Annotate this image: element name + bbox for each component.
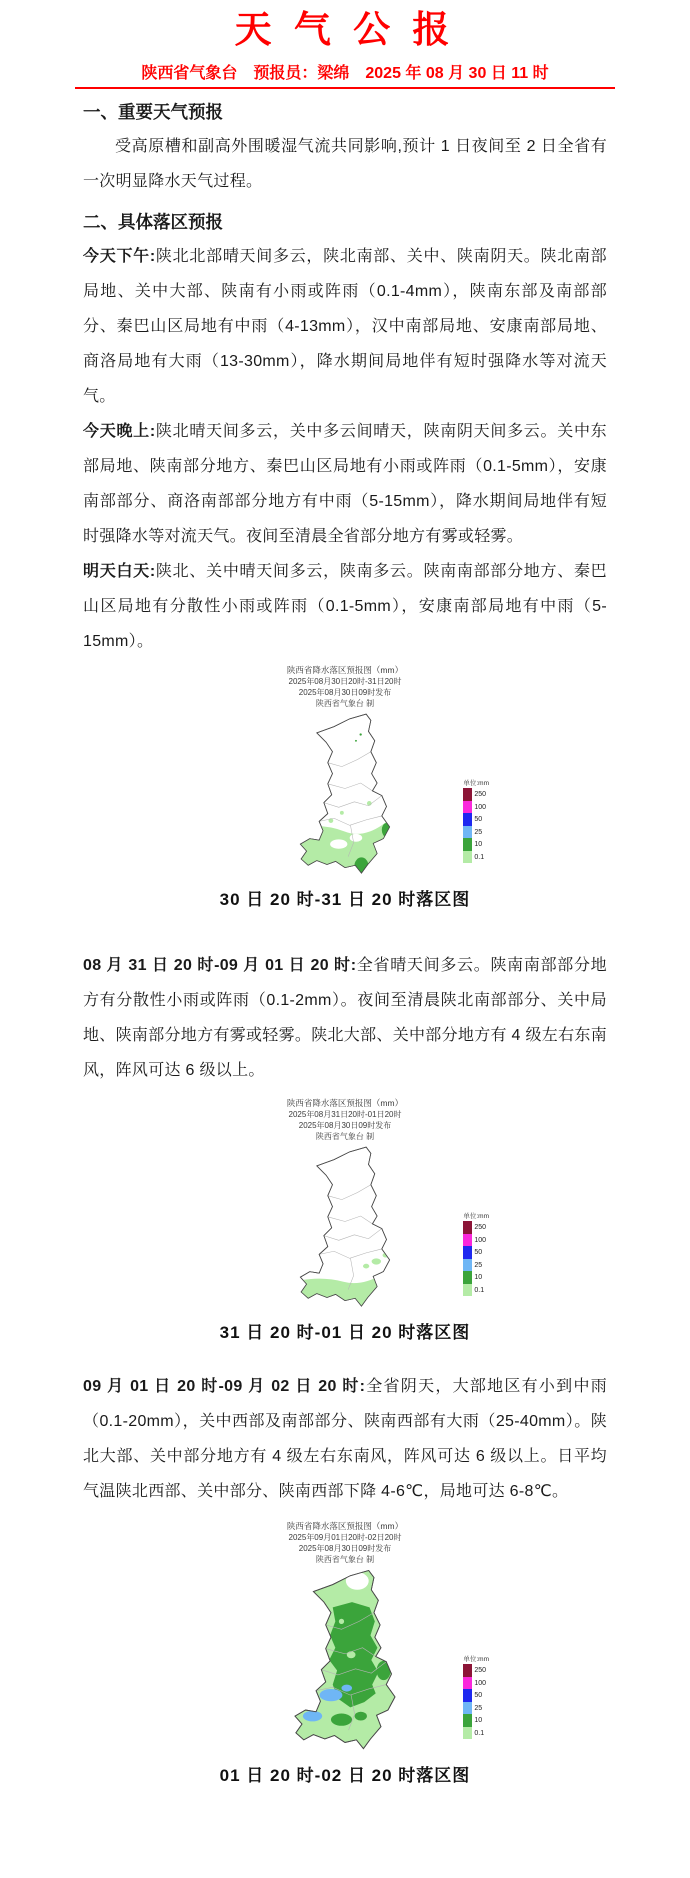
- precip-map-figure-3: [83, 1521, 607, 1786]
- red-divider: [75, 87, 615, 89]
- section1-heading: 一、重要天气预报: [83, 102, 223, 123]
- map3-canvas: [195, 1567, 495, 1753]
- map-header-line: 陕西省降水落区预报图（mm）: [286, 1521, 404, 1532]
- legend-swatch: [463, 1702, 472, 1715]
- legend-swatch: [463, 1234, 472, 1247]
- legend-label: 0.1: [474, 1286, 485, 1294]
- map-header-line: 陕西省气象台 制: [315, 699, 375, 709]
- legend-label: 100: [474, 803, 487, 811]
- section1-paragraph: 受高原槽和副高外围暖湿气流共同影响,预计 1 日夜间至 2 日全省有一次明显降水天气过程。: [83, 138, 607, 191]
- legend-label: 0.1: [474, 1729, 485, 1737]
- map2-header: [83, 1098, 607, 1142]
- legend-swatch: [463, 1271, 472, 1284]
- precip-legend: [463, 1211, 489, 1296]
- legend-title: 单位:mm: [463, 1213, 489, 1221]
- map-header-line: 2025年09月01日20时-02日20时: [288, 1533, 402, 1543]
- map1-caption: 30 日 20 时-31 日 20 时落区图: [219, 890, 471, 910]
- legend-label: 25: [474, 1261, 483, 1269]
- legend-swatch: [463, 801, 472, 814]
- shaanxi-precip-map-svg: [292, 1144, 398, 1310]
- legend-swatch: [463, 1259, 472, 1272]
- forecast-lead: 明天白天:: [83, 563, 156, 581]
- legend-label: 100: [474, 1236, 487, 1244]
- forecast-0831-0901: [83, 948, 607, 1088]
- map2-caption: 31 日 20 时-01 日 20 时落区图: [219, 1323, 471, 1343]
- legend-swatch: [463, 1246, 472, 1259]
- legend-label: 10: [474, 841, 483, 849]
- forecast-tomorrow-daytime: [83, 554, 607, 659]
- legend-swatch: [463, 1727, 472, 1740]
- forecast-text: 陕北、关中晴天间多云，陕南多云。陕南南部部分地方、秦巴山区局地有分散性小雨或阵雨（0.1-5mm），安康南部局地有中雨（5-15mm）。: [83, 563, 607, 651]
- shaanxi-precip-map-svg: [287, 1567, 403, 1753]
- legend-label: 0.1: [474, 853, 485, 861]
- map-header-line: 陕西省降水落区预报图（mm）: [286, 665, 404, 676]
- legend-swatch: [463, 813, 472, 826]
- forecast-lead: 08 月 31 日 20 时-09 月 01 日 20 时:: [83, 957, 357, 975]
- precip-legend: [463, 778, 489, 863]
- map-header-line: 2025年08月30日09时发布: [298, 1121, 392, 1131]
- legend-swatch: [463, 788, 472, 801]
- forecast-lead: 09 月 01 日 20 时-09 月 02 日 20 时:: [83, 1378, 366, 1396]
- map-header-line: 2025年08月30日20时-31日20时: [288, 677, 402, 687]
- legend-swatch: [463, 1284, 472, 1297]
- legend-swatch: [463, 1221, 472, 1234]
- legend-label: 10: [474, 1274, 483, 1282]
- forecast-0901-0902: [83, 1369, 607, 1509]
- legend-label: 10: [474, 1717, 483, 1725]
- forecast-lead: 今天下午:: [83, 248, 156, 266]
- map-header-line: 陕西省降水落区预报图（mm）: [286, 1098, 404, 1109]
- legend-label: 250: [474, 791, 487, 799]
- legend-swatch: [463, 1664, 472, 1677]
- forecast-today-afternoon: [83, 239, 607, 414]
- legend-label: 250: [474, 1224, 487, 1232]
- forecast-text: 陕北北部晴天间多云，陕北南部、关中、陕南阴天。陕北南部局地、关中大部、陕南有小雨或阵雨（0.1-4mm），陕南东部及南部部分、秦巴山区局地有中雨（4-13mm），汉中南部局地、安康南部局地、商洛局地有大雨（13-30mm），降水期间局地伴有短时强降水等对流天气。: [83, 248, 607, 406]
- legend-label: 50: [474, 816, 483, 824]
- legend-title: 单位:mm: [463, 1656, 489, 1664]
- section2-heading: 二、具体落区预报: [83, 212, 223, 233]
- legend-label: 100: [474, 1679, 487, 1687]
- map1-header: [83, 665, 607, 709]
- legend-label: 25: [474, 828, 483, 836]
- map-header-line: 2025年08月30日09时发布: [298, 1544, 392, 1554]
- forecast-lead: 今天晚上:: [83, 423, 156, 441]
- map-header-line: 2025年08月31日20时-01日20时: [288, 1110, 402, 1120]
- precip-legend: [463, 1654, 489, 1739]
- precip-map-figure-1: [83, 665, 607, 910]
- map3-caption: 01 日 20 时-02 日 20 时落区图: [219, 1766, 471, 1786]
- forecast-text: 全省阴天，大部地区有小到中雨（0.1-20mm），关中西部及南部部分、陕南西部有大雨（25-40mm）。陕北大部、关中部分地方有 4 级左右东南风，阵风可达 6 级以上。日平均气温陕北西部、关中部分、陕南西部下降 4-6℃，局地可达 6-8℃。: [83, 1378, 608, 1501]
- forecast-tonight: [83, 414, 607, 554]
- legend-swatch: [463, 1714, 472, 1727]
- page-title: 天 气 公 报: [234, 9, 456, 50]
- map3-header: [83, 1521, 607, 1565]
- legend-swatch: [463, 826, 472, 839]
- forecast-text: 陕北晴天间多云，关中多云间晴天，陕南阴天间多云。关中东部局地、陕南部分地方、秦巴山区局地有小雨或阵雨（0.1-5mm），安康南部部分、商洛南部部分地方有中雨（5-15mm），降水期间局地伴有短时强降水等对流天气。夜间至清晨全省部分地方有雾或轻雾。: [83, 423, 607, 546]
- shaanxi-precip-map-svg: [292, 711, 398, 877]
- legend-swatch: [463, 1677, 472, 1690]
- precip-map-figure-2: [83, 1098, 607, 1343]
- map-header-line: 陕西省气象台 制: [315, 1132, 375, 1142]
- map2-canvas: [195, 1144, 495, 1310]
- legend-label: 250: [474, 1667, 487, 1675]
- map-header-line: 陕西省气象台 制: [315, 1555, 375, 1565]
- map1-canvas: [195, 711, 495, 877]
- legend-swatch: [463, 1689, 472, 1702]
- map-header-line: 2025年08月30日09时发布: [298, 688, 392, 698]
- legend-label: 50: [474, 1249, 483, 1257]
- legend-label: 25: [474, 1704, 483, 1712]
- legend-swatch: [463, 838, 472, 851]
- issuer-line: 陕西省气象台 预报员：梁绵 2025 年 08 月 30 日 11 时: [141, 65, 549, 83]
- legend-label: 50: [474, 1692, 483, 1700]
- legend-swatch: [463, 851, 472, 864]
- legend-title: 单位:mm: [463, 780, 489, 788]
- forecast-text: 全省晴天间多云。陕南南部部分地方有分散性小雨或阵雨（0.1-2mm）。夜间至清晨陕北南部部分、关中局地、陕南部分地方有雾或轻雾。陕北大部、关中部分地方有 4 级左右东南风，阵风可达 6 级以上。: [83, 957, 607, 1080]
